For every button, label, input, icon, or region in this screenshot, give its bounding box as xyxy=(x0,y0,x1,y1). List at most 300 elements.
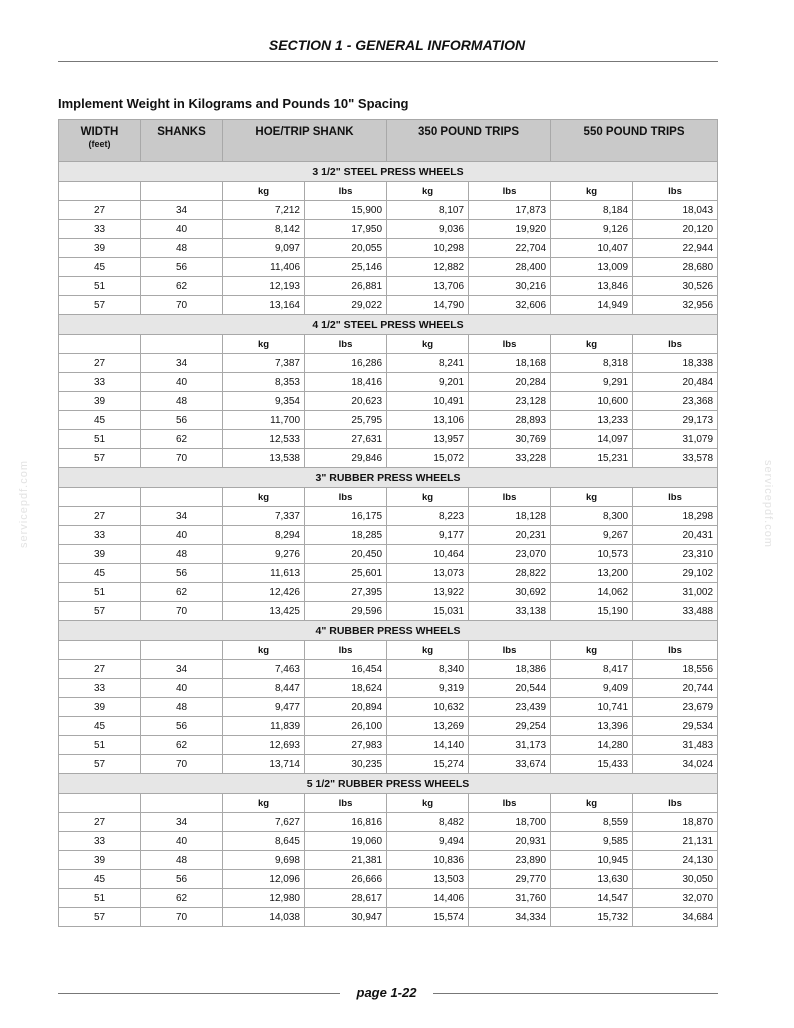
width-cell: 57 xyxy=(59,449,141,468)
weight-cell: 10,600 xyxy=(551,392,633,411)
table-row xyxy=(59,908,718,927)
unit-kg: kg xyxy=(387,794,469,813)
weight-cell: 24,130 xyxy=(633,851,718,870)
table-row xyxy=(59,239,718,258)
weight-cell: 15,900 xyxy=(305,201,387,220)
weight-cell: 33,138 xyxy=(469,602,551,621)
weight-cell: 27,395 xyxy=(305,583,387,602)
weight-cell: 18,556 xyxy=(633,660,718,679)
weight-cell: 23,890 xyxy=(469,851,551,870)
table-row xyxy=(59,258,718,277)
weight-cell: 31,760 xyxy=(469,889,551,908)
table-row xyxy=(59,851,718,870)
weight-cell: 13,106 xyxy=(387,411,469,430)
weight-cell: 15,433 xyxy=(551,755,633,774)
shanks-cell: 34 xyxy=(141,660,223,679)
weight-cell: 31,483 xyxy=(633,736,718,755)
weight-cell: 13,714 xyxy=(223,755,305,774)
table-row xyxy=(59,870,718,889)
unit-cell-empty xyxy=(59,182,141,201)
weight-cell: 34,334 xyxy=(469,908,551,927)
weight-cell: 20,894 xyxy=(305,698,387,717)
weight-cell: 11,700 xyxy=(223,411,305,430)
section-header-row xyxy=(59,468,718,488)
unit-row xyxy=(59,335,718,354)
shanks-cell: 48 xyxy=(141,698,223,717)
shanks-cell: 70 xyxy=(141,602,223,621)
width-cell: 39 xyxy=(59,545,141,564)
section-title: 4" RUBBER PRESS WHEELS xyxy=(59,621,718,641)
unit-lbs: lbs xyxy=(305,488,387,507)
weight-cell: 14,062 xyxy=(551,583,633,602)
weight-cell: 10,632 xyxy=(387,698,469,717)
unit-kg: kg xyxy=(387,335,469,354)
weight-cell: 29,596 xyxy=(305,602,387,621)
unit-row xyxy=(59,794,718,813)
table-row xyxy=(59,679,718,698)
weight-cell: 31,002 xyxy=(633,583,718,602)
weight-cell: 33,488 xyxy=(633,602,718,621)
weight-cell: 29,770 xyxy=(469,870,551,889)
width-cell: 51 xyxy=(59,430,141,449)
unit-lbs: lbs xyxy=(469,641,551,660)
unit-lbs: lbs xyxy=(305,794,387,813)
shanks-cell: 56 xyxy=(141,411,223,430)
weight-cell: 13,009 xyxy=(551,258,633,277)
weight-cell: 7,337 xyxy=(223,507,305,526)
weight-cell: 8,482 xyxy=(387,813,469,832)
weight-cell: 30,526 xyxy=(633,277,718,296)
weight-cell: 30,769 xyxy=(469,430,551,449)
weight-cell: 12,693 xyxy=(223,736,305,755)
weight-cell: 31,173 xyxy=(469,736,551,755)
footer-divider-left xyxy=(58,993,340,994)
unit-kg: kg xyxy=(551,488,633,507)
weight-cell: 30,235 xyxy=(305,755,387,774)
width-cell: 57 xyxy=(59,755,141,774)
weight-cell: 25,146 xyxy=(305,258,387,277)
unit-cell-empty xyxy=(141,335,223,354)
weight-cell: 23,128 xyxy=(469,392,551,411)
weight-cell: 18,416 xyxy=(305,373,387,392)
shanks-cell: 48 xyxy=(141,239,223,258)
width-cell: 33 xyxy=(59,373,141,392)
weight-cell: 12,882 xyxy=(387,258,469,277)
weight-cell: 29,846 xyxy=(305,449,387,468)
weight-cell: 15,274 xyxy=(387,755,469,774)
weight-cell: 20,284 xyxy=(469,373,551,392)
weight-cell: 26,666 xyxy=(305,870,387,889)
table-row xyxy=(59,813,718,832)
table-row xyxy=(59,583,718,602)
implement-weight-table xyxy=(58,119,718,927)
weight-cell: 9,585 xyxy=(551,832,633,851)
shanks-cell: 56 xyxy=(141,717,223,736)
width-cell: 45 xyxy=(59,258,141,277)
unit-lbs: lbs xyxy=(633,641,718,660)
weight-cell: 20,450 xyxy=(305,545,387,564)
weight-cell: 13,073 xyxy=(387,564,469,583)
unit-kg: kg xyxy=(387,182,469,201)
unit-cell-empty xyxy=(59,794,141,813)
weight-cell: 20,544 xyxy=(469,679,551,698)
weight-cell: 34,684 xyxy=(633,908,718,927)
unit-lbs: lbs xyxy=(469,794,551,813)
unit-cell-empty xyxy=(141,794,223,813)
weight-cell: 8,353 xyxy=(223,373,305,392)
table-row xyxy=(59,889,718,908)
width-cell: 27 xyxy=(59,660,141,679)
weight-cell: 10,945 xyxy=(551,851,633,870)
weight-cell: 10,491 xyxy=(387,392,469,411)
table-row xyxy=(59,430,718,449)
weight-cell: 9,494 xyxy=(387,832,469,851)
table-row xyxy=(59,373,718,392)
weight-cell: 15,072 xyxy=(387,449,469,468)
weight-cell: 20,055 xyxy=(305,239,387,258)
table-row xyxy=(59,354,718,373)
weight-cell: 31,079 xyxy=(633,430,718,449)
shanks-cell: 70 xyxy=(141,449,223,468)
weight-cell: 32,956 xyxy=(633,296,718,315)
table-row xyxy=(59,201,718,220)
section-title: 3" RUBBER PRESS WHEELS xyxy=(59,468,718,488)
shanks-cell: 56 xyxy=(141,258,223,277)
weight-cell: 13,164 xyxy=(223,296,305,315)
col-550-pound-trips: 550 POUND TRIPS xyxy=(551,120,718,162)
weight-cell: 13,269 xyxy=(387,717,469,736)
weight-cell: 33,578 xyxy=(633,449,718,468)
unit-row xyxy=(59,182,718,201)
shanks-cell: 34 xyxy=(141,354,223,373)
weight-cell: 26,100 xyxy=(305,717,387,736)
weight-cell: 30,050 xyxy=(633,870,718,889)
weight-cell: 8,559 xyxy=(551,813,633,832)
weight-cell: 15,732 xyxy=(551,908,633,927)
width-cell: 33 xyxy=(59,832,141,851)
shanks-cell: 34 xyxy=(141,813,223,832)
weight-cell: 16,175 xyxy=(305,507,387,526)
width-cell: 39 xyxy=(59,698,141,717)
table-row xyxy=(59,698,718,717)
weight-cell: 8,300 xyxy=(551,507,633,526)
weight-cell: 21,381 xyxy=(305,851,387,870)
unit-cell-empty xyxy=(59,488,141,507)
weight-cell: 13,957 xyxy=(387,430,469,449)
section-title: 4 1/2" STEEL PRESS WHEELS xyxy=(59,315,718,335)
table-row xyxy=(59,717,718,736)
weight-cell: 32,606 xyxy=(469,296,551,315)
weight-cell: 10,298 xyxy=(387,239,469,258)
unit-kg: kg xyxy=(551,182,633,201)
weight-cell: 19,060 xyxy=(305,832,387,851)
weight-cell: 21,131 xyxy=(633,832,718,851)
table-row xyxy=(59,564,718,583)
section-title: 5 1/2" RUBBER PRESS WHEELS xyxy=(59,774,718,794)
header-divider xyxy=(58,61,718,62)
weight-cell: 11,406 xyxy=(223,258,305,277)
weight-cell: 28,893 xyxy=(469,411,551,430)
weight-cell: 27,983 xyxy=(305,736,387,755)
shanks-cell: 48 xyxy=(141,545,223,564)
shanks-cell: 62 xyxy=(141,889,223,908)
unit-kg: kg xyxy=(387,641,469,660)
unit-kg: kg xyxy=(551,641,633,660)
unit-lbs: lbs xyxy=(633,794,718,813)
weight-cell: 16,454 xyxy=(305,660,387,679)
shanks-cell: 34 xyxy=(141,201,223,220)
weight-cell: 8,184 xyxy=(551,201,633,220)
weight-cell: 20,931 xyxy=(469,832,551,851)
shanks-cell: 34 xyxy=(141,507,223,526)
unit-cell-empty xyxy=(141,488,223,507)
weight-cell: 12,193 xyxy=(223,277,305,296)
weight-cell: 8,645 xyxy=(223,832,305,851)
weight-cell: 9,126 xyxy=(551,220,633,239)
shanks-cell: 62 xyxy=(141,736,223,755)
shanks-cell: 56 xyxy=(141,870,223,889)
weight-cell: 22,944 xyxy=(633,239,718,258)
weight-cell: 18,285 xyxy=(305,526,387,545)
weight-cell: 8,318 xyxy=(551,354,633,373)
weight-cell: 27,631 xyxy=(305,430,387,449)
weight-cell: 32,070 xyxy=(633,889,718,908)
weight-cell: 18,870 xyxy=(633,813,718,832)
weight-cell: 8,417 xyxy=(551,660,633,679)
weight-cell: 25,601 xyxy=(305,564,387,583)
watermark-right: servicepdf.com xyxy=(762,460,774,548)
table-row xyxy=(59,411,718,430)
weight-cell: 9,291 xyxy=(551,373,633,392)
weight-cell: 10,407 xyxy=(551,239,633,258)
weight-cell: 14,097 xyxy=(551,430,633,449)
unit-lbs: lbs xyxy=(305,182,387,201)
weight-cell: 8,294 xyxy=(223,526,305,545)
weight-cell: 20,744 xyxy=(633,679,718,698)
weight-cell: 28,617 xyxy=(305,889,387,908)
unit-cell-empty xyxy=(141,641,223,660)
unit-kg: kg xyxy=(223,794,305,813)
weight-cell: 9,276 xyxy=(223,545,305,564)
weight-cell: 23,368 xyxy=(633,392,718,411)
col-hoe-trip-shank: HOE/TRIP SHANK xyxy=(223,120,387,162)
weight-cell: 18,624 xyxy=(305,679,387,698)
weight-cell: 9,319 xyxy=(387,679,469,698)
shanks-cell: 70 xyxy=(141,908,223,927)
weight-cell: 11,613 xyxy=(223,564,305,583)
weight-cell: 29,173 xyxy=(633,411,718,430)
width-cell: 33 xyxy=(59,679,141,698)
weight-cell: 17,950 xyxy=(305,220,387,239)
weight-cell: 10,573 xyxy=(551,545,633,564)
weight-cell: 9,036 xyxy=(387,220,469,239)
shanks-cell: 56 xyxy=(141,564,223,583)
unit-lbs: lbs xyxy=(305,335,387,354)
width-cell: 57 xyxy=(59,296,141,315)
width-cell: 51 xyxy=(59,736,141,755)
section-title: SECTION 1 - GENERAL INFORMATION xyxy=(268,37,526,53)
unit-lbs: lbs xyxy=(633,488,718,507)
weight-cell: 9,354 xyxy=(223,392,305,411)
shanks-cell: 40 xyxy=(141,220,223,239)
weight-cell: 16,816 xyxy=(305,813,387,832)
weight-cell: 9,267 xyxy=(551,526,633,545)
width-cell: 57 xyxy=(59,908,141,927)
table-row xyxy=(59,449,718,468)
section-title: 3 1/2" STEEL PRESS WHEELS xyxy=(59,162,718,182)
width-cell: 27 xyxy=(59,354,141,373)
weight-cell: 14,406 xyxy=(387,889,469,908)
table-body xyxy=(59,162,718,927)
weight-cell: 12,980 xyxy=(223,889,305,908)
unit-lbs: lbs xyxy=(469,182,551,201)
shanks-cell: 48 xyxy=(141,851,223,870)
weight-cell: 14,547 xyxy=(551,889,633,908)
unit-lbs: lbs xyxy=(633,182,718,201)
watermark-left: servicepdf.com xyxy=(18,460,30,548)
weight-cell: 13,630 xyxy=(551,870,633,889)
width-cell: 39 xyxy=(59,239,141,258)
weight-cell: 14,790 xyxy=(387,296,469,315)
col-width-unit: (feet) xyxy=(88,139,111,149)
weight-cell: 20,431 xyxy=(633,526,718,545)
table-caption: Implement Weight in Kilograms and Pounds 10" Spacing xyxy=(58,96,409,111)
width-cell: 45 xyxy=(59,564,141,583)
weight-cell: 15,031 xyxy=(387,602,469,621)
weight-cell: 13,538 xyxy=(223,449,305,468)
weight-cell: 23,070 xyxy=(469,545,551,564)
shanks-cell: 62 xyxy=(141,430,223,449)
weight-cell: 9,097 xyxy=(223,239,305,258)
width-cell: 27 xyxy=(59,813,141,832)
shanks-cell: 62 xyxy=(141,583,223,602)
weight-cell: 9,698 xyxy=(223,851,305,870)
width-cell: 45 xyxy=(59,411,141,430)
width-cell: 27 xyxy=(59,507,141,526)
unit-row xyxy=(59,641,718,660)
col-shanks: SHANKS xyxy=(141,120,223,162)
weight-cell: 12,533 xyxy=(223,430,305,449)
section-header-row xyxy=(59,621,718,641)
width-cell: 39 xyxy=(59,851,141,870)
width-cell: 57 xyxy=(59,602,141,621)
weight-cell: 23,439 xyxy=(469,698,551,717)
width-cell: 39 xyxy=(59,392,141,411)
unit-cell-empty xyxy=(59,641,141,660)
shanks-cell: 70 xyxy=(141,755,223,774)
table-row xyxy=(59,755,718,774)
table-row xyxy=(59,277,718,296)
weight-cell: 7,387 xyxy=(223,354,305,373)
table-row xyxy=(59,507,718,526)
weight-cell: 14,280 xyxy=(551,736,633,755)
width-cell: 51 xyxy=(59,889,141,908)
unit-kg: kg xyxy=(551,794,633,813)
weight-cell: 22,704 xyxy=(469,239,551,258)
table-row xyxy=(59,736,718,755)
weight-cell: 18,386 xyxy=(469,660,551,679)
weight-cell: 7,627 xyxy=(223,813,305,832)
weight-cell: 34,024 xyxy=(633,755,718,774)
weight-cell: 7,212 xyxy=(223,201,305,220)
weight-cell: 13,846 xyxy=(551,277,633,296)
shanks-cell: 40 xyxy=(141,526,223,545)
width-cell: 51 xyxy=(59,583,141,602)
weight-cell: 14,038 xyxy=(223,908,305,927)
col-350-pound-trips: 350 POUND TRIPS xyxy=(387,120,551,162)
weight-cell: 13,922 xyxy=(387,583,469,602)
weight-cell: 29,022 xyxy=(305,296,387,315)
weight-cell: 20,484 xyxy=(633,373,718,392)
shanks-cell: 62 xyxy=(141,277,223,296)
shanks-cell: 40 xyxy=(141,832,223,851)
weight-cell: 26,881 xyxy=(305,277,387,296)
unit-lbs: lbs xyxy=(305,641,387,660)
weight-cell: 25,795 xyxy=(305,411,387,430)
weight-cell: 8,223 xyxy=(387,507,469,526)
weight-cell: 28,822 xyxy=(469,564,551,583)
width-cell: 45 xyxy=(59,717,141,736)
col-width-label: WIDTH xyxy=(80,126,119,138)
weight-cell: 23,679 xyxy=(633,698,718,717)
weight-cell: 9,477 xyxy=(223,698,305,717)
weight-cell: 13,503 xyxy=(387,870,469,889)
width-cell: 27 xyxy=(59,201,141,220)
unit-kg: kg xyxy=(223,335,305,354)
width-cell: 33 xyxy=(59,220,141,239)
unit-cell-empty xyxy=(59,335,141,354)
shanks-cell: 40 xyxy=(141,373,223,392)
unit-kg: kg xyxy=(223,182,305,201)
weight-cell: 15,574 xyxy=(387,908,469,927)
unit-row xyxy=(59,488,718,507)
weight-cell: 18,338 xyxy=(633,354,718,373)
col-width xyxy=(59,120,141,162)
weight-cell: 17,873 xyxy=(469,201,551,220)
weight-cell: 29,102 xyxy=(633,564,718,583)
weight-cell: 12,426 xyxy=(223,583,305,602)
unit-cell-empty xyxy=(141,182,223,201)
unit-lbs: lbs xyxy=(633,335,718,354)
unit-kg: kg xyxy=(223,641,305,660)
weight-cell: 10,741 xyxy=(551,698,633,717)
shanks-cell: 70 xyxy=(141,296,223,315)
weight-cell: 30,216 xyxy=(469,277,551,296)
weight-cell: 10,836 xyxy=(387,851,469,870)
unit-kg: kg xyxy=(223,488,305,507)
table-row xyxy=(59,526,718,545)
weight-cell: 13,200 xyxy=(551,564,633,583)
weight-cell: 18,128 xyxy=(469,507,551,526)
shanks-cell: 48 xyxy=(141,392,223,411)
weight-cell: 10,464 xyxy=(387,545,469,564)
section-header-row xyxy=(59,774,718,794)
page-number: page 1-22 xyxy=(356,985,417,1000)
width-cell: 45 xyxy=(59,870,141,889)
weight-cell: 8,107 xyxy=(387,201,469,220)
width-cell: 33 xyxy=(59,526,141,545)
width-cell: 51 xyxy=(59,277,141,296)
weight-cell: 33,228 xyxy=(469,449,551,468)
column-header-row xyxy=(59,120,718,162)
table-row xyxy=(59,660,718,679)
weight-cell: 18,043 xyxy=(633,201,718,220)
weight-cell: 18,700 xyxy=(469,813,551,832)
footer-divider-right xyxy=(433,993,718,994)
weight-cell: 9,177 xyxy=(387,526,469,545)
unit-lbs: lbs xyxy=(469,488,551,507)
weight-cell: 15,231 xyxy=(551,449,633,468)
